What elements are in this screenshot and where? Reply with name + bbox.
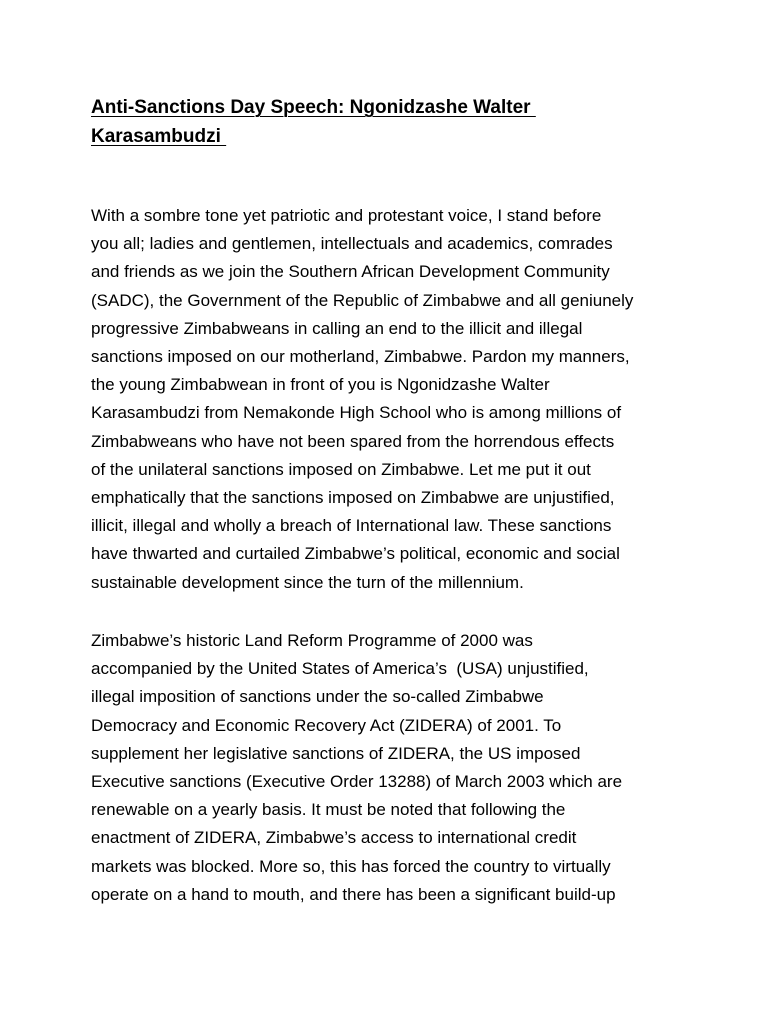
body-paragraph-1: With a sombre tone yet patriotic and protestant voice, I stand before you all; ladies and gentlemen, intellectuals and academics, comrades and friends as we join the Southern African Development Community (SADC), the Government of the Republic of Zimbabwe and all geniunely progressive Zimbabweans in calling an end to the illicit and illegal sanctions imposed on our motherland, Zimbabwe. Pardon my manners, the young Zimbabwean in front of you is Ngonidzashe Walter Karasambudzi from Nemakonde High School who is among millions of Zimbabweans who have not been spared from the horrendous effects of the unilateral sanctions imposed on Zimbabwe. Let me put it out emphatically that the sanctions imposed on Zimbabwe are unjustified, illicit, illegal and wholly a breach of International law. These sanctions have thwarted and curtailed Zimbabwe’s political, economic and social sustainable development since the turn of the millennium. bbox=[91, 206, 634, 592]
body-paragraph-2: Zimbabwe’s historic Land Reform Programme of 2000 was accompanied by the United States of America’s (USA) unjustified, illegal imposition of sanctions under the so-called Zimbabwe Democracy and Economic Recovery Act (ZIDERA) of 2001. To supplement her legislative sanctions of ZIDERA, the US imposed Executive sanctions (Executive Order 13288) of March 2003 which are renewable on a yearly basis. It must be noted that following the enactment of ZIDERA, Zimbabwe’s access to international credit markets was blocked. More so, this has forced the country to virtually operate on a hand to mouth, and there has been a significant build-up bbox=[91, 631, 623, 904]
document-title: Anti-Sanctions Day Speech: Ngonidzashe Walter Karasambudzi bbox=[91, 97, 531, 147]
